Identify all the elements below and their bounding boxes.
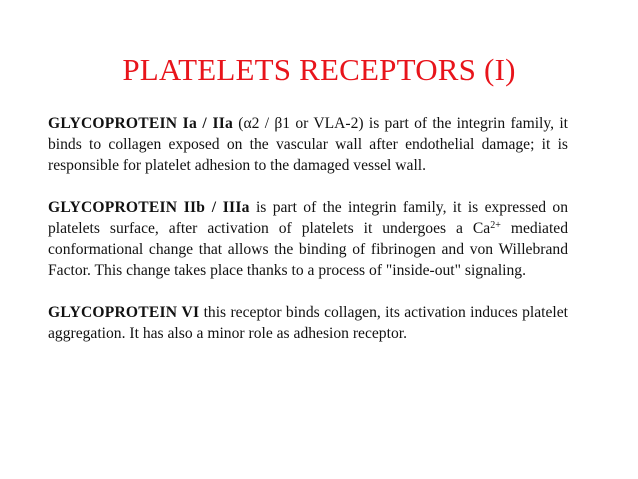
- term-gp-vi: GLYCOPROTEIN VI: [48, 304, 200, 321]
- paragraph-gp-ia-iia: [48, 113, 568, 176]
- superscript-charge: 2+: [490, 220, 501, 231]
- term-gp-ia-iia: GLYCOPROTEIN Ia / IIa: [48, 115, 233, 132]
- paragraph-gp-iib-iiia: [48, 197, 568, 281]
- paragraph-gp-vi: [48, 302, 568, 344]
- paragraph-text: this receptor binds collagen, its activation induces platelet aggregation. It has also a minor role as adhesion receptor.: [48, 304, 568, 342]
- paragraph-text: is part of the integrin family, it is expressed on platelets surface, after activation of platelets it undergoes a Ca: [48, 199, 568, 237]
- paragraph-text-continued: mediated conformational change that allows the binding of fibrinogen and von Willebrand Factor. This change takes place thanks to a process of "inside-out" signaling.: [48, 220, 568, 279]
- term-gp-iib-iiia: GLYCOPROTEIN IIb / IIIa: [48, 199, 250, 216]
- paragraph-text: (α2 / β1 or VLA-2) is part of the integrin family, it binds to collagen exposed on the vascular wall after endothelial damage; it is responsible for platelet adhesion to the damaged vessel wall.: [48, 115, 568, 174]
- slide-body: [48, 113, 568, 344]
- slide-title: PLATELETS RECEPTORS (I): [122, 52, 516, 87]
